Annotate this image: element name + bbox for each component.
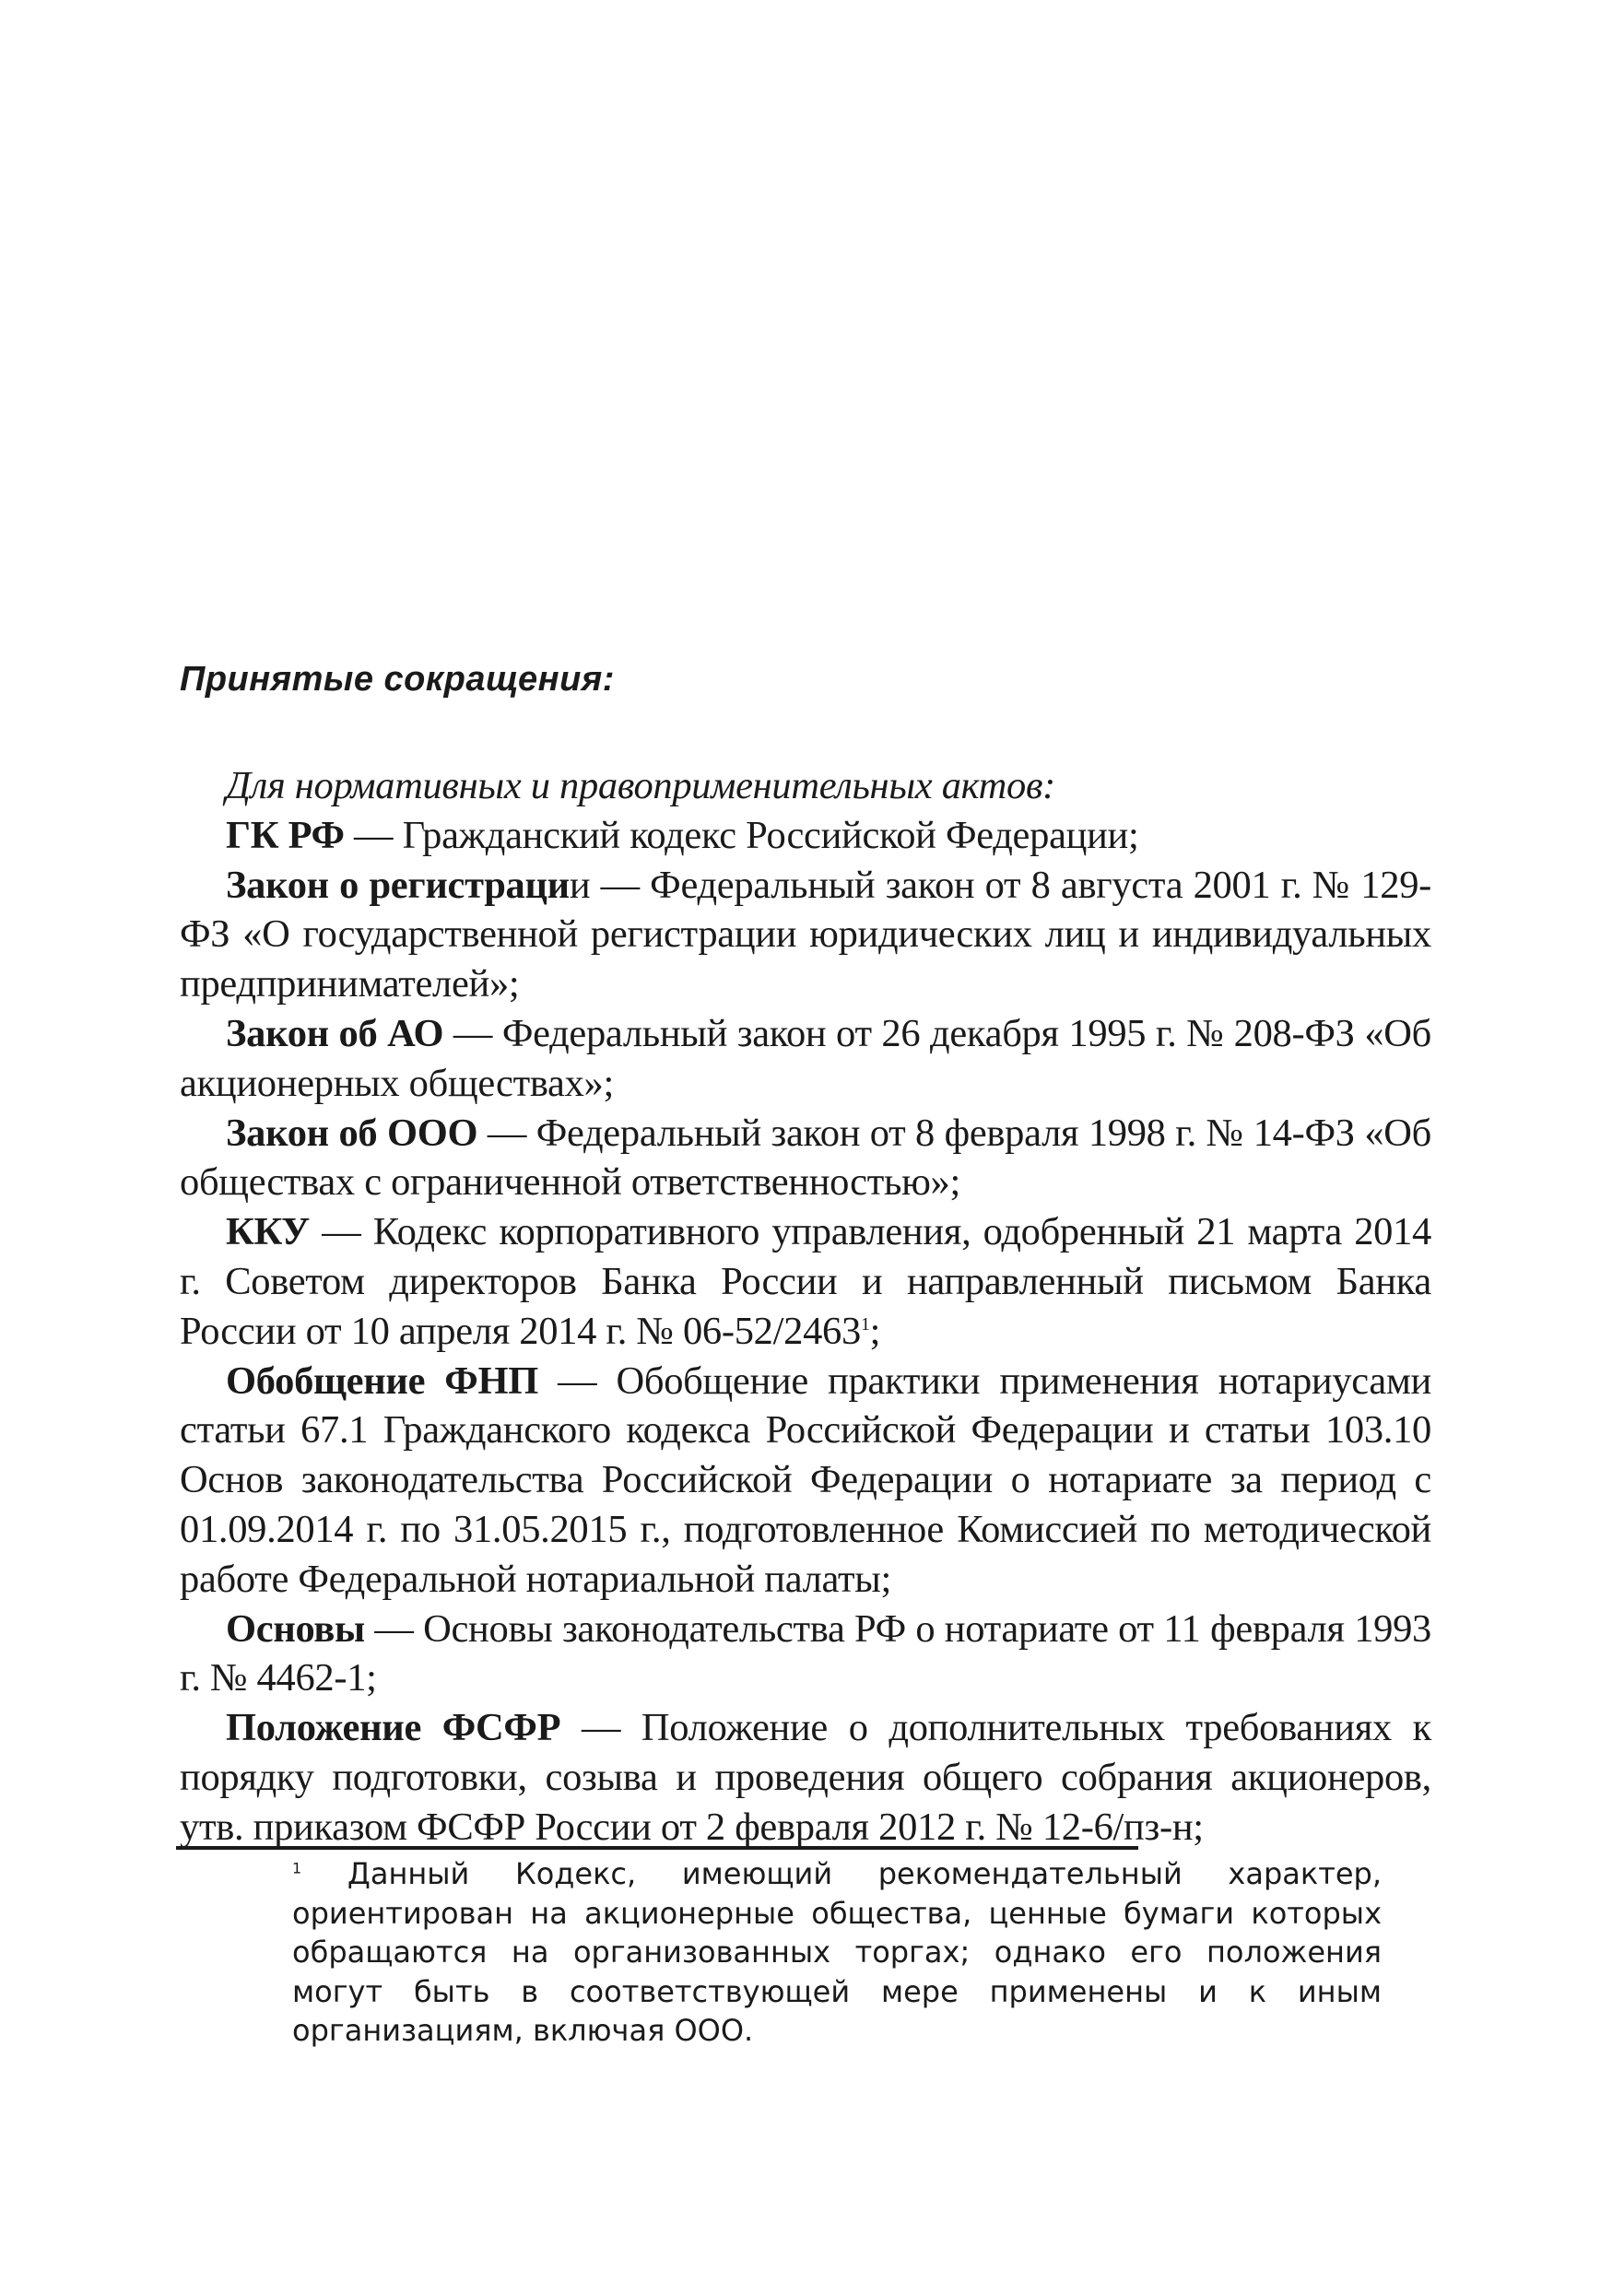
footnote-reference[interactable]: 1 xyxy=(860,1313,870,1335)
abbreviation-entry-obobshchenie-fnp xyxy=(180,1357,1431,1605)
abbreviation-definition-end: ; xyxy=(869,1309,881,1353)
abbreviation-entry-zakon-o-registracii xyxy=(180,861,1431,1009)
abbreviation-definition: — Обобщение практики применения нотариусами статьи 67.1 Гражданского кодекса Российской Федерации и статьи 103.10 Основ законодательства Российской Федерации о нотариате за период с 01.09.2014 г. по 31.05.2015 г., подготовленное Комиссией по методической работе Федеральной нотариальной палаты; xyxy=(180,1359,1431,1601)
abbreviation-entry-zakon-ob-ao xyxy=(180,1009,1431,1109)
footnote-text: Данный Кодекс, имеющий рекомендательный характер, ориентирован на акционерные общества, ценные бумаги которых обращаются на организованных торгах; однако его положения могут быть в соответствующей мере применены и к иным организациям, включая ООО. xyxy=(292,1856,1383,2048)
abbreviation-definition: — Гражданский кодекс Российской Федерации; xyxy=(344,813,1139,857)
abbreviation-term: Закон об ООО xyxy=(226,1111,478,1155)
abbreviations-list xyxy=(180,761,1431,1853)
section-subheading: Для нормативных и правоприменительных актов: xyxy=(226,764,1056,807)
abbreviation-definition: — Кодекс корпоративного управления, одобренный 21 марта 2014 г. Советом директоров Банка России и направленный письмом Банка России от 10 апреля 2014 г. № 06-52/2463 xyxy=(180,1210,1431,1353)
abbreviation-entry-osnovy xyxy=(180,1605,1431,1704)
abbreviation-definition: — Федеральный закон от 26 декабря 1995 г. № 208-ФЗ «Об акционерных обществах»; xyxy=(180,1011,1431,1105)
abbreviation-entry-kku xyxy=(180,1207,1431,1356)
abbreviation-definition: — Федеральный закон от 8 февраля 1998 г. № 14-ФЗ «Об обществах с ограниченной ответственностью»; xyxy=(180,1111,1431,1205)
abbreviation-term: Закон о регистраци xyxy=(226,863,570,907)
footnote-marker: 1 xyxy=(292,1859,302,1877)
abbreviation-entry-polozhenie-fsfr xyxy=(180,1703,1431,1852)
document-page xyxy=(180,0,1431,2282)
abbreviation-entry-gk-rf xyxy=(180,811,1431,861)
abbreviation-definition: — Положение о дополнительных требованиях к порядку подготовки, созыва и проведения общего собрания акционеров, утв. приказом ФСФР России от 2 февраля 2012 г. № 12-6/пз-н; xyxy=(180,1706,1431,1849)
abbreviation-term: Положение ФСФР xyxy=(226,1706,561,1750)
page-title: Принятые сокращения: xyxy=(180,660,615,699)
abbreviation-term: Закон об АО xyxy=(226,1011,444,1055)
abbreviation-entry-zakon-ob-ooo xyxy=(180,1109,1431,1208)
abbreviation-definition: — Основы законодательства РФ о нотариате от 11 февраля 1993 г. № 4462-1; xyxy=(180,1606,1431,1700)
footnote-divider xyxy=(176,1846,1138,1850)
abbreviation-term: Основы xyxy=(226,1606,365,1651)
footnote xyxy=(292,1854,1382,2051)
abbreviation-term: ККУ xyxy=(226,1210,311,1254)
abbreviation-term: Обобщение ФНП xyxy=(226,1359,538,1403)
abbreviation-term: ГК РФ xyxy=(226,813,345,857)
abbreviation-definition: и — Федеральный закон от 8 августа 2001 г. № 129-ФЗ «О государственной регистрации юридических лиц и индивидуальных предпринимателей»; xyxy=(180,863,1432,1006)
